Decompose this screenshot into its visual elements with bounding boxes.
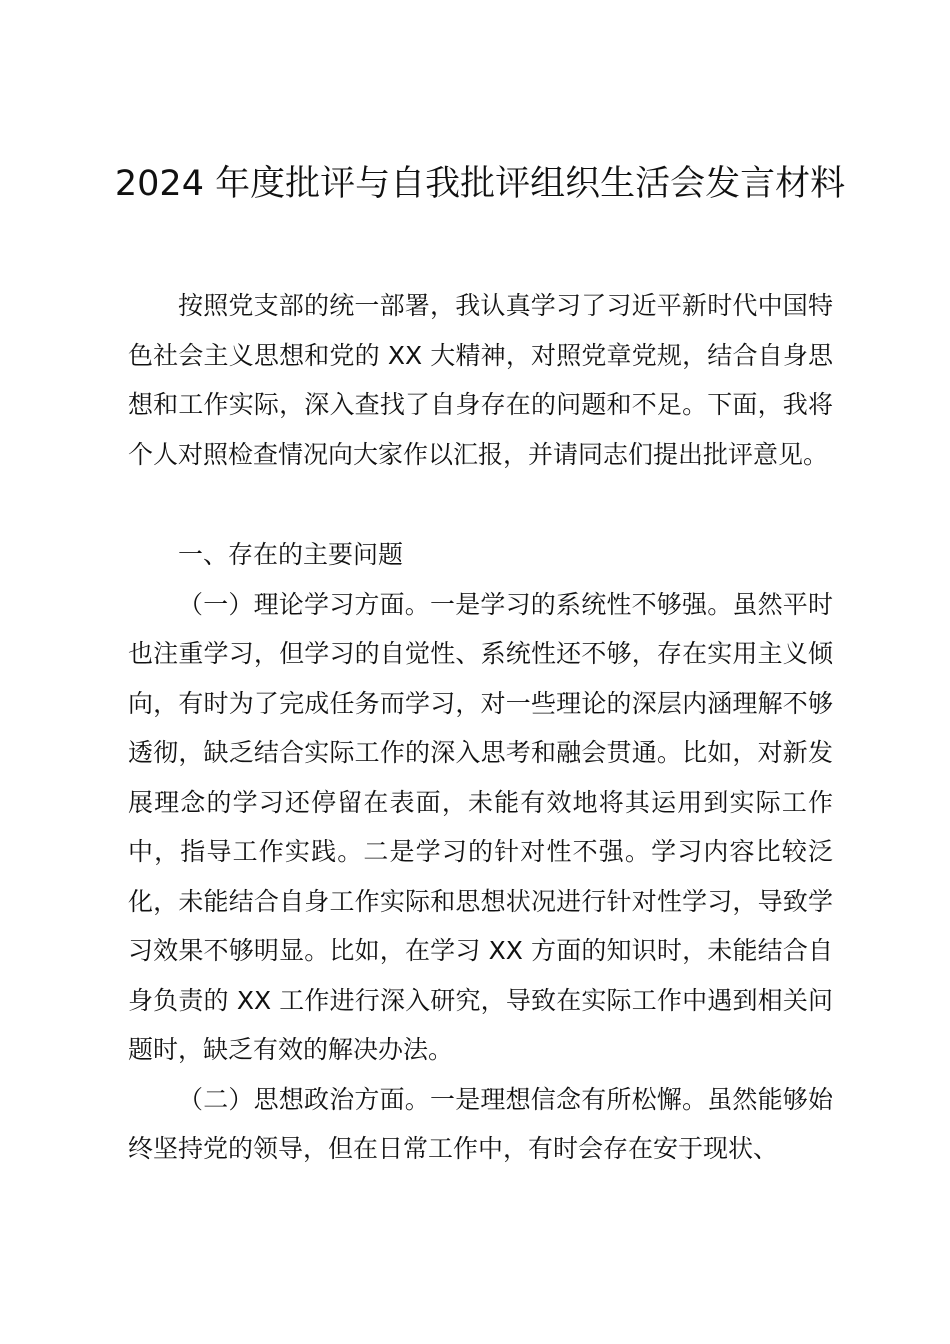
document-title: 2024 年度批评与自我批评组织生活会发言材料 — [114, 164, 846, 204]
ideology-politics-paragraph: （二）思想政治方面。一是理想信念有所松懈。虽然能够始终坚持党的领导，但在日常工作中，有时会存在安于现状、 — [128, 1084, 833, 1163]
problems-section — [128, 530, 833, 1174]
intro-section — [128, 281, 833, 479]
section-heading: 一、存在的主要问题 — [178, 540, 404, 569]
theory-study-paragraph: （一）理论学习方面。一是学习的系统性不够强。虽然平时也注重学习，但学习的自觉性、系统性还不够，存在实用主义倾向，有时为了完成任务而学习，对一些理论的深层内涵理解不够透彻，缺乏结合实际工作的深入思考和融会贯通。比如，对新发展理念的学习还停留在表面，未能有效地将其运用到实际工作中，指导工作实践。二是学习的针对性不强。学习内容比较泛化，未能结合自身工作实际和思想状况进行针对性学习，导致学习效果不够明显。比如，在学习 XX 方面的知识时，未能结合自身负责的 XX 工作进行深入研究，导致在实际工作中遇到相关问题时，缺乏有效的解决办法。 — [128, 589, 833, 1064]
intro-paragraph: 按照党支部的统一部署，我认真学习了习近平新时代中国特色社会主义思想和党的 XX 大精神，对照党章党规，结合自身思想和工作实际，深入查找了自身存在的问题和不足。下面，我将个人对照检查情况向大家作以汇报，并请同志们提出批评意见。 — [128, 291, 833, 469]
